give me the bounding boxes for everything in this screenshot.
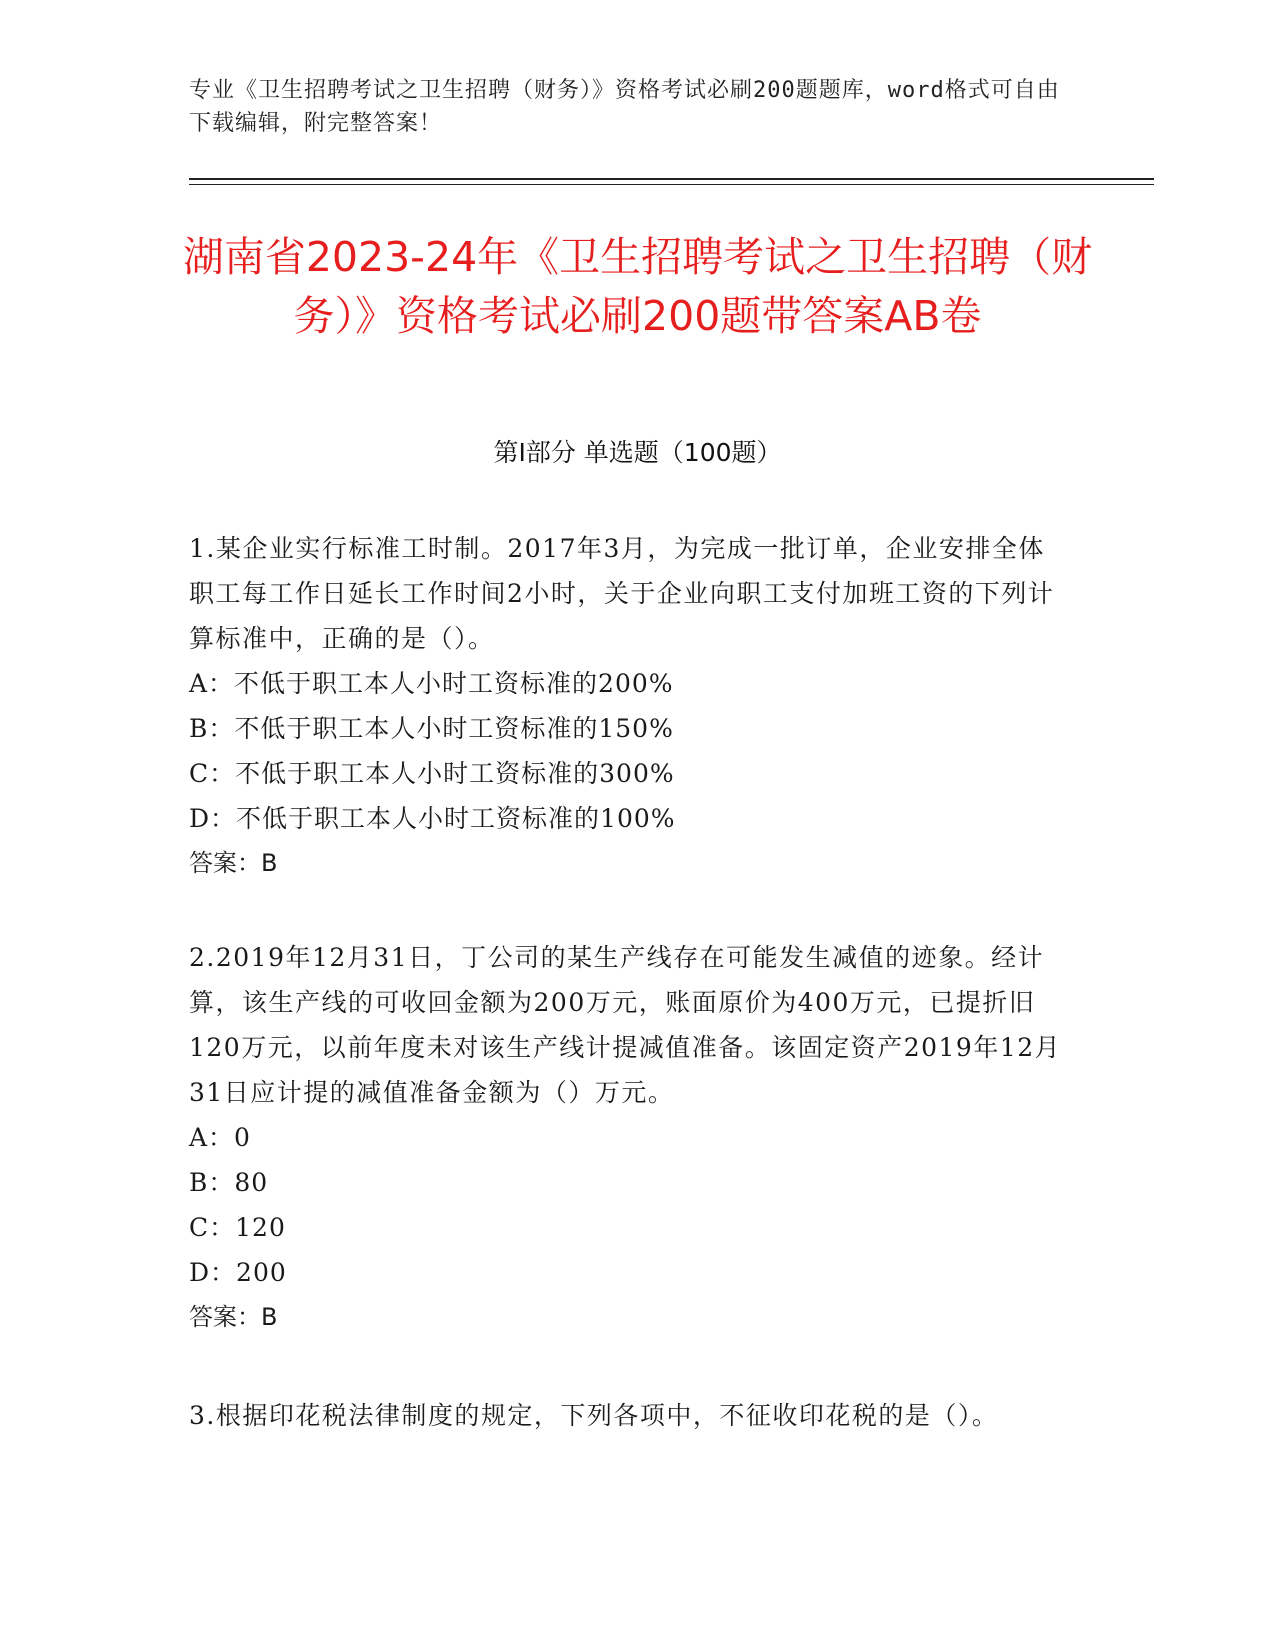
option-d: D：200 bbox=[189, 1258, 287, 1287]
question-stem: 2.2019年12月31日，丁公司的某生产线存在可能发生减值的迹象。经计算，该生产线的可收回金额为200万元，账面原价为400万元，已提折旧120万元，以前年度未对该生产线计提减值准备。该固定资产2019年12月31日应计提的减值准备金额为（）万元。 bbox=[189, 943, 1062, 1107]
option-c: C：不低于职工本人小时工资标准的300% bbox=[189, 759, 675, 788]
header-note: 专业《卫生招聘考试之卫生招聘（财务）》资格考试必刷200题题库，word格式可自由下载编辑，附完整答案！ bbox=[189, 78, 1060, 136]
option-b: B：不低于职工本人小时工资标准的150% bbox=[189, 714, 674, 743]
question-stem: 3.根据印花税法律制度的规定，下列各项中，不征收印花税的是（）。 bbox=[189, 1401, 999, 1430]
option-a: A：0 bbox=[189, 1123, 251, 1152]
answer: 答案：B bbox=[189, 849, 278, 877]
document-title: 湖南省2023-24年《卫生招聘考试之卫生招聘（财务）》资格考试必刷200题带答案AB卷 bbox=[182, 233, 1093, 340]
section-heading: 第I部分 单选题（100题） bbox=[493, 438, 782, 467]
header-divider-thin bbox=[189, 184, 1154, 185]
option-d: D：不低于职工本人小时工资标准的100% bbox=[189, 804, 676, 833]
option-a: A：不低于职工本人小时工资标准的200% bbox=[189, 669, 674, 698]
option-b: B：80 bbox=[189, 1168, 269, 1197]
question-1 bbox=[189, 526, 1069, 886]
option-c: C：120 bbox=[189, 1213, 286, 1242]
question-stem: 1.某企业实行标准工时制。2017年3月，为完成一批订单，企业安排全体职工每工作日延长工作时间2小时，关于企业向职工支付加班工资的下列计算标准中，正确的是（）。 bbox=[189, 534, 1055, 653]
question-3 bbox=[189, 1393, 1069, 1438]
question-2 bbox=[189, 935, 1069, 1340]
header-divider-thick bbox=[189, 178, 1154, 180]
answer: 答案：B bbox=[189, 1303, 278, 1331]
